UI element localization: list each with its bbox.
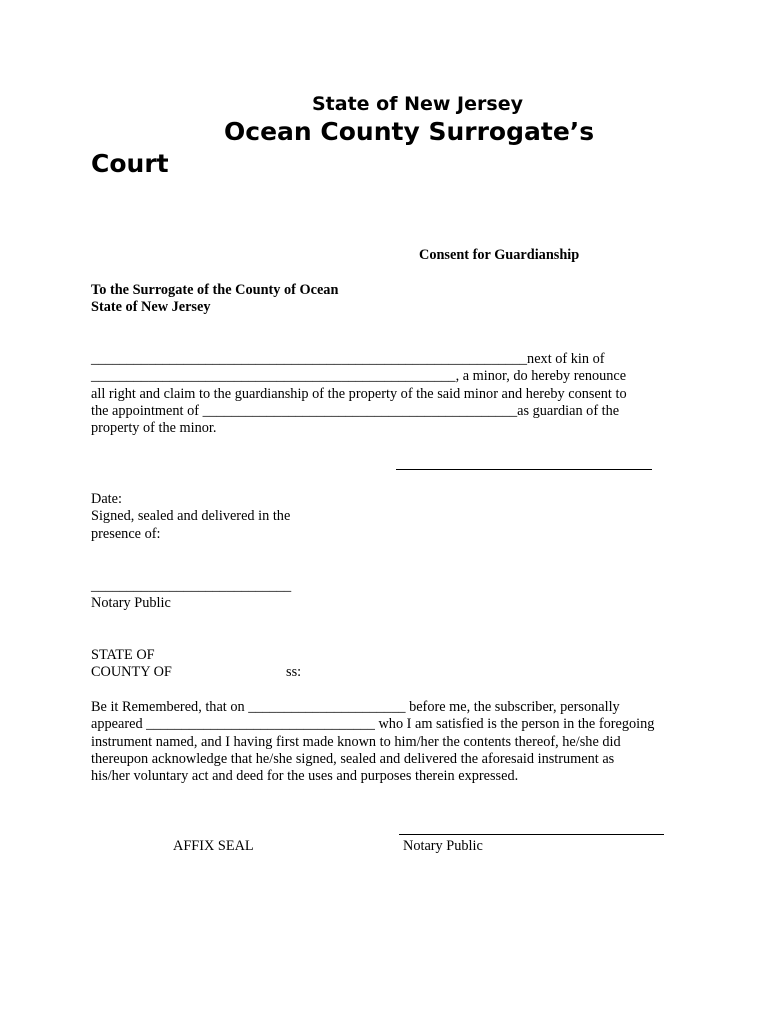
header-court-name: Ocean County Surrogate’s xyxy=(224,117,595,146)
venue-ss-label: ss: xyxy=(286,664,302,680)
witness-notary-label: Notary Public xyxy=(91,595,171,611)
paragraph-line: property of the minor. xyxy=(91,420,217,437)
address-block xyxy=(91,282,338,317)
address-line-1: To the Surrogate of the County of Ocean xyxy=(91,282,339,298)
acknowledgment-line: Be it Remembered, that on ______________________ before me, the subscriber, personally xyxy=(91,699,620,715)
document-title: Consent for Guardianship xyxy=(419,247,580,263)
affix-seal-label: AFFIX SEAL xyxy=(173,838,254,854)
acknowledgment-line: thereupon acknowledge that he/she signed, sealed and delivered the aforesaid instrument as xyxy=(91,750,615,767)
paragraph-line: ___________________________________________________, a minor, do hereby renounce xyxy=(91,368,627,385)
paragraph-line: _____________________________________________________________next of kin of xyxy=(91,351,605,367)
paragraph-line: the appointment of ____________________________________________as guardian of the xyxy=(91,402,620,419)
consenter-signature-line[interactable] xyxy=(396,469,652,470)
date-label: Date: xyxy=(91,491,122,507)
notary-public-label: Notary Public xyxy=(403,838,483,854)
address-line-2: State of New Jersey xyxy=(91,299,211,316)
acknowledgment-line: instrument named, and I having first made known to him/her the contents thereof, he/she did xyxy=(91,733,621,750)
consent-paragraph xyxy=(91,351,627,437)
signed-sealed-line: Signed, sealed and delivered in the xyxy=(91,508,291,525)
acknowledgment-paragraph xyxy=(91,699,654,785)
witness-signature-blank[interactable]: ____________________________ xyxy=(91,578,292,594)
header-state: State of New Jersey xyxy=(312,93,523,115)
venue-state-label: STATE OF xyxy=(91,647,155,663)
venue-county-label: COUNTY OF xyxy=(91,664,172,681)
paragraph-line: all right and claim to the guardianship of the property of the said minor and hereby consent to xyxy=(91,385,627,402)
presence-of-line: presence of: xyxy=(91,525,161,542)
execution-block xyxy=(91,491,290,543)
notary-signature-line[interactable] xyxy=(399,834,664,835)
venue-block xyxy=(91,647,172,682)
acknowledgment-line: appeared ________________________________ who I am satisfied is the person in the foregoing xyxy=(91,716,655,733)
acknowledgment-line: his/her voluntary act and deed for the uses and purposes therein expressed. xyxy=(91,768,519,785)
header-court-word: Court xyxy=(91,149,169,178)
